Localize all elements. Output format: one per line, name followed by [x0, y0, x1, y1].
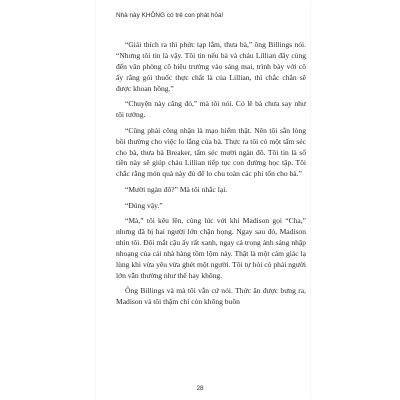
paragraph: “Cũng phải công nhận là mạo hiểm thật. Nên tôi sẵn lòng bồi thường cho việc lo lắng của bà. Thực ra tôi có một tấm séc cho bà, thưa bà Breaker, tấm séc mười ngàn đô. Tôi tin là số tiền này sẽ giúp cháu Lillian tiếp tục con đường học tập. Tôi chắc rằng món quà này đủ để lo chu toàn các phí tổn cho bà.”: [116, 125, 306, 179]
running-header: Nhà này KHÔNG có trẻ con phát hỏa!: [116, 12, 224, 19]
paragraph: “Đúng vậy.”: [125, 200, 163, 210]
paragraph: Ông Billings và mà tôi vẫn cứ nói. Thức ăn được bưng ra, Madison và tôi thậm chí còn không buồn: [116, 286, 306, 307]
paragraph: “Chuyện này căng đó,” mà tôi nói. Có lẽ bà chưa say như tôi tưởng.: [116, 99, 306, 120]
body-text: [116, 40, 306, 313]
paragraph: “Giải thích ra thì phức tạp lắm, thưa bà,” ông Billings nói. “Nhưng tôi tin là vậy. Tôi tin nếu bà và cháu Lillian đây cùng đến văn phòng cô hiệu trưởng vào sáng mai, trình bày với cô ấy rằng gói thuốc thực chất là của Lillian, thì chắc chắn sẽ được khoan hồng.”: [116, 40, 306, 93]
paragraph: “Mười ngàn đô?” Mà tôi nhắc lại.: [125, 184, 228, 194]
paragraph: “Mà,” tôi kêu lên, cùng lúc với khi Madison gọi “Cha,” nhưng đã bị hai người lớn chặn họng. Ngay sau đó, Madison nhìn tôi. Đôi mắt cậu ấy rất xanh, ngay cả trong ánh sáng nhập nhoạng của cái nhà hàng tồm lộm này. Thật là một cảm giác lạ lùng khi vừa yêu vừa ghét một người. Tôi tự hỏi có phải người lớn vẫn thường như thế hay không.: [116, 216, 306, 280]
page-number: 28: [196, 385, 204, 392]
